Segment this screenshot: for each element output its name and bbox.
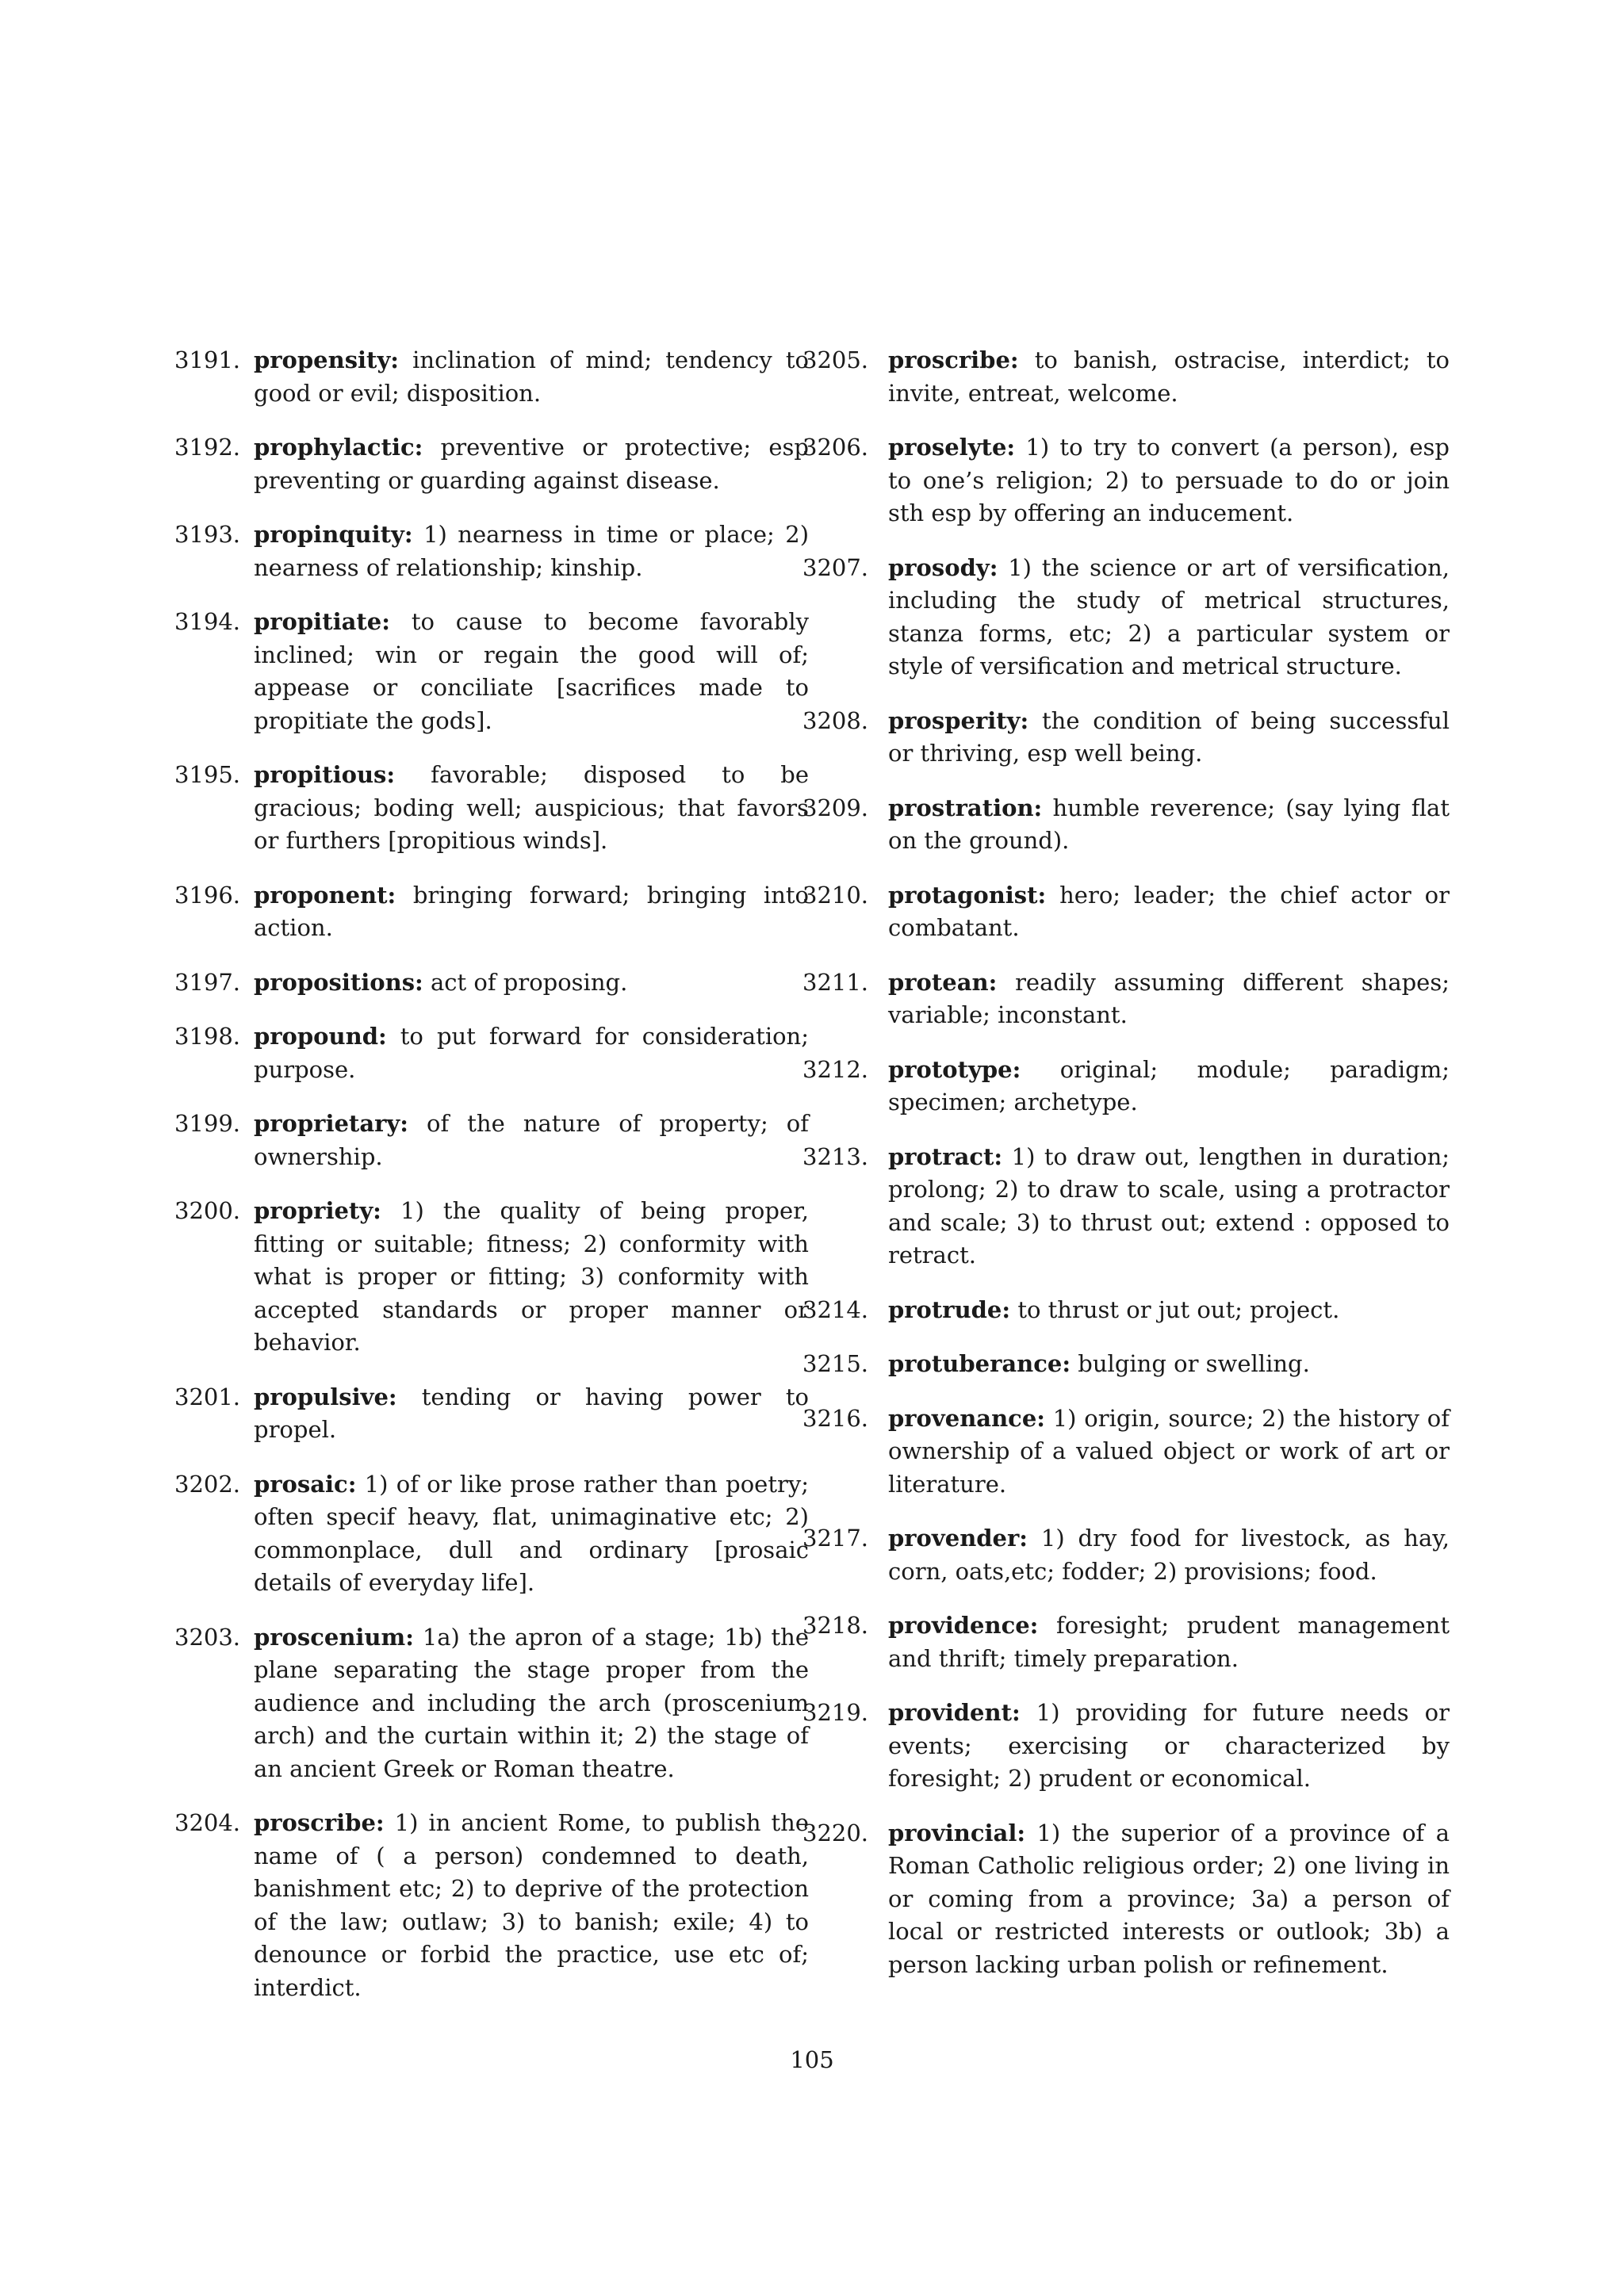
dictionary-entry bbox=[802, 792, 1450, 858]
entry-definition: 1) dry food for livestock, as hay, corn, oats,etc; fodder; 2) provisions; food. bbox=[888, 1525, 1450, 1585]
entry-definition: 1) the quality of being proper, fitting or suitable; fitness; 2) conformity with what is proper or fitting; 3) conformity with accepted standards or proper manner or behavior. bbox=[254, 1197, 809, 1356]
entry-term: propriety: bbox=[254, 1197, 381, 1224]
entry-number: 3208. bbox=[802, 706, 869, 734]
entry-number: 3213. bbox=[802, 1142, 869, 1170]
entry-definition: inclination of mind; tendency to good or evil; disposition. bbox=[254, 346, 810, 407]
dictionary-entry bbox=[174, 1381, 809, 1447]
dictionary-entry bbox=[174, 759, 809, 858]
dictionary-entry bbox=[802, 1402, 1450, 1502]
entry-number: 3203. bbox=[174, 1623, 241, 1651]
entry-number: 3200. bbox=[174, 1197, 241, 1224]
entry-term: prototype: bbox=[888, 1055, 1021, 1083]
entry-number: 3204. bbox=[174, 1809, 241, 1836]
dictionary-entry bbox=[802, 1609, 1450, 1675]
dictionary-entry bbox=[802, 1054, 1450, 1119]
dictionary-entry bbox=[174, 606, 809, 737]
dictionary-entry bbox=[174, 1621, 809, 1786]
entry-definition: 1) nearness in time or place; 2) nearness of relationship; kinship. bbox=[254, 521, 810, 581]
dictionary-entry bbox=[174, 1020, 809, 1086]
dictionary-entry bbox=[802, 1697, 1450, 1796]
entry-number: 3201. bbox=[174, 1383, 241, 1410]
entry-definition: 1) in ancient Rome, to publish the name of ( a person) condemned to death, banishment etc; 2) to deprive of the protection of the law; outlaw; 3) to banish; exile; 4) to denounce or forbid the practice, use etc of; interdict. bbox=[254, 1809, 809, 2001]
entry-number: 3191. bbox=[174, 346, 241, 373]
entry-term: propositions: bbox=[254, 968, 423, 996]
entry-term: protagonist: bbox=[888, 881, 1047, 909]
entry-number: 3219. bbox=[802, 1699, 869, 1726]
dictionary-entry bbox=[174, 1468, 809, 1600]
entry-term: proscenium: bbox=[254, 1623, 414, 1651]
entry-definition: humble reverence; (say lying flat on the ground). bbox=[888, 794, 1450, 854]
dictionary-entry bbox=[802, 879, 1450, 945]
entry-number: 3217. bbox=[802, 1525, 869, 1552]
entry-number: 3193. bbox=[174, 521, 241, 548]
entry-definition: to thrust or jut out; project. bbox=[1017, 1295, 1340, 1323]
entry-term: prostration: bbox=[888, 794, 1043, 821]
page-number: 105 bbox=[790, 2046, 834, 2073]
dictionary-entry bbox=[174, 519, 809, 584]
entry-term: protrude: bbox=[888, 1295, 1011, 1323]
entry-definition: 1) of or like prose rather than poetry; often specif heavy, flat, unimaginative etc; 2) commonplace, dull and ordinary [prosaic details of everyday life]. bbox=[254, 1470, 810, 1596]
entry-number: 3199. bbox=[174, 1110, 241, 1137]
entry-term: proponent: bbox=[254, 881, 396, 909]
dictionary-entry bbox=[174, 879, 809, 945]
dictionary-entry bbox=[174, 1195, 809, 1360]
entry-term: prosody: bbox=[888, 553, 998, 581]
entry-term: protract: bbox=[888, 1142, 1003, 1170]
entry-definition: the condition of being successful or thriving, esp well being. bbox=[888, 706, 1450, 767]
entry-term: prophylactic: bbox=[254, 434, 423, 461]
dictionary-entry bbox=[174, 1807, 809, 2004]
entry-term: proselyte: bbox=[888, 434, 1016, 461]
entry-definition: 1) the science or art of versification, including the study of metrical structures, stanza forms, etc; 2) a particular system or style of versification and metrical structure. bbox=[888, 553, 1450, 679]
entry-term: propinquity: bbox=[254, 521, 413, 548]
entry-definition: hero; leader; the chief actor or combatant. bbox=[888, 881, 1450, 941]
entry-number: 3212. bbox=[802, 1055, 869, 1083]
entry-definition: 1a) the apron of a stage; 1b) the plane separating the stage proper from the audience and including the arch (proscenium arch) and the curtain within it; 2) the stage of an ancient Greek or Roman theatre. bbox=[254, 1623, 810, 1782]
entry-definition: of the nature of property; of ownership. bbox=[254, 1110, 809, 1170]
entry-term: proscribe: bbox=[888, 346, 1019, 373]
entry-definition: tending or having power to propel. bbox=[254, 1383, 809, 1443]
entry-term: proscribe: bbox=[254, 1809, 385, 1836]
entry-definition: 1) providing for future needs or events; exercising or characterized by foresight; 2) prudent or economical. bbox=[888, 1699, 1450, 1792]
entry-term: provident: bbox=[888, 1699, 1021, 1726]
entry-term: providence: bbox=[888, 1612, 1039, 1639]
entry-term: prosaic: bbox=[254, 1470, 357, 1498]
entry-definition: foresight; prudent management and thrift; timely preparation. bbox=[888, 1612, 1450, 1672]
dictionary-entry bbox=[174, 1108, 809, 1173]
entry-number: 3196. bbox=[174, 881, 241, 909]
entry-number: 3202. bbox=[174, 1470, 241, 1498]
entry-term: protean: bbox=[888, 968, 998, 996]
dictionary-entry bbox=[802, 1817, 1450, 1982]
entry-term: protuberance: bbox=[888, 1350, 1071, 1377]
entry-number: 3197. bbox=[174, 968, 241, 996]
dictionary-entry bbox=[174, 344, 809, 410]
entry-number: 3216. bbox=[802, 1404, 869, 1432]
entry-definition: preventive or protective; esp preventing or guarding against disease. bbox=[254, 434, 810, 494]
left-column bbox=[174, 344, 809, 2026]
entry-definition: favorable; disposed to be gracious; boding well; auspicious; that favors or furthers [propitious winds]. bbox=[254, 761, 809, 854]
dictionary-entry bbox=[802, 431, 1450, 530]
entry-definition: 1) to draw out, lengthen in duration; prolong; 2) to draw to scale, using a protractor and scale; 3) to thrust out; extend : opposed to retract. bbox=[888, 1142, 1450, 1269]
entry-definition: act of proposing. bbox=[430, 968, 628, 996]
entry-definition: bringing forward; bringing into action. bbox=[254, 881, 809, 941]
entry-definition: to cause to become favorably inclined; win or regain the good will of; appease or conciliate [sacrifices made to propitiate the gods]. bbox=[254, 608, 810, 734]
dictionary-entry bbox=[174, 431, 809, 497]
dictionary-entry bbox=[802, 1294, 1450, 1327]
entry-number: 3198. bbox=[174, 1023, 241, 1050]
entry-definition: 1) the superior of a province of a Roman Catholic religious order; 2) one living in or coming from a province; 3a) a person of local or restricted interests or outlook; 3b) a person lacking urban polish or refinement. bbox=[888, 1819, 1450, 1978]
entry-definition: bulging or swelling. bbox=[1078, 1350, 1310, 1377]
entry-term: propensity: bbox=[254, 346, 400, 373]
entry-number: 3206. bbox=[802, 434, 869, 461]
entry-number: 3205. bbox=[802, 346, 869, 373]
entry-term: proprietary: bbox=[254, 1110, 408, 1137]
dictionary-entry bbox=[802, 1348, 1450, 1381]
entry-definition: readily assuming different shapes; variable; inconstant. bbox=[888, 968, 1450, 1028]
dictionary-entry bbox=[174, 966, 809, 1000]
entry-number: 3218. bbox=[802, 1612, 869, 1639]
entry-number: 3192. bbox=[174, 434, 241, 461]
entry-number: 3195. bbox=[174, 761, 241, 788]
entry-term: provenance: bbox=[888, 1404, 1045, 1432]
entry-term: propulsive: bbox=[254, 1383, 397, 1410]
entry-term: provincial: bbox=[888, 1819, 1026, 1846]
entry-definition: 1) to try to convert (a person), esp to one’s religion; 2) to persuade to do or join sth esp by offering an inducement. bbox=[888, 434, 1450, 526]
entry-term: propound: bbox=[254, 1023, 387, 1050]
dictionary-entry bbox=[802, 966, 1450, 1032]
entry-term: propitious: bbox=[254, 761, 396, 788]
entry-number: 3214. bbox=[802, 1295, 869, 1323]
entry-term: prosperity: bbox=[888, 706, 1029, 734]
dictionary-entry bbox=[802, 1141, 1450, 1272]
entry-number: 3210. bbox=[802, 881, 869, 909]
entry-number: 3215. bbox=[802, 1350, 869, 1377]
entry-number: 3194. bbox=[174, 608, 241, 635]
entry-definition: original; module; paradigm; specimen; archetype. bbox=[888, 1055, 1450, 1115]
entry-definition: 1) origin, source; 2) the history of ownership of a valued object or work of art or literature. bbox=[888, 1404, 1450, 1498]
entry-number: 3211. bbox=[802, 968, 869, 996]
entry-number: 3207. bbox=[802, 553, 869, 581]
entry-number: 3220. bbox=[802, 1819, 869, 1846]
dictionary-entry bbox=[802, 705, 1450, 771]
entry-term: provender: bbox=[888, 1525, 1028, 1552]
entry-definition: to banish, ostracise, interdict; to invite, entreat, welcome. bbox=[888, 346, 1450, 407]
entry-number: 3209. bbox=[802, 794, 869, 821]
right-column bbox=[802, 344, 1450, 2003]
entry-term: propitiate: bbox=[254, 608, 390, 635]
dictionary-entry bbox=[802, 1522, 1450, 1588]
entry-definition: to put forward for consideration; purpose. bbox=[254, 1023, 809, 1083]
dictionary-entry bbox=[802, 552, 1450, 683]
dictionary-entry bbox=[802, 344, 1450, 410]
